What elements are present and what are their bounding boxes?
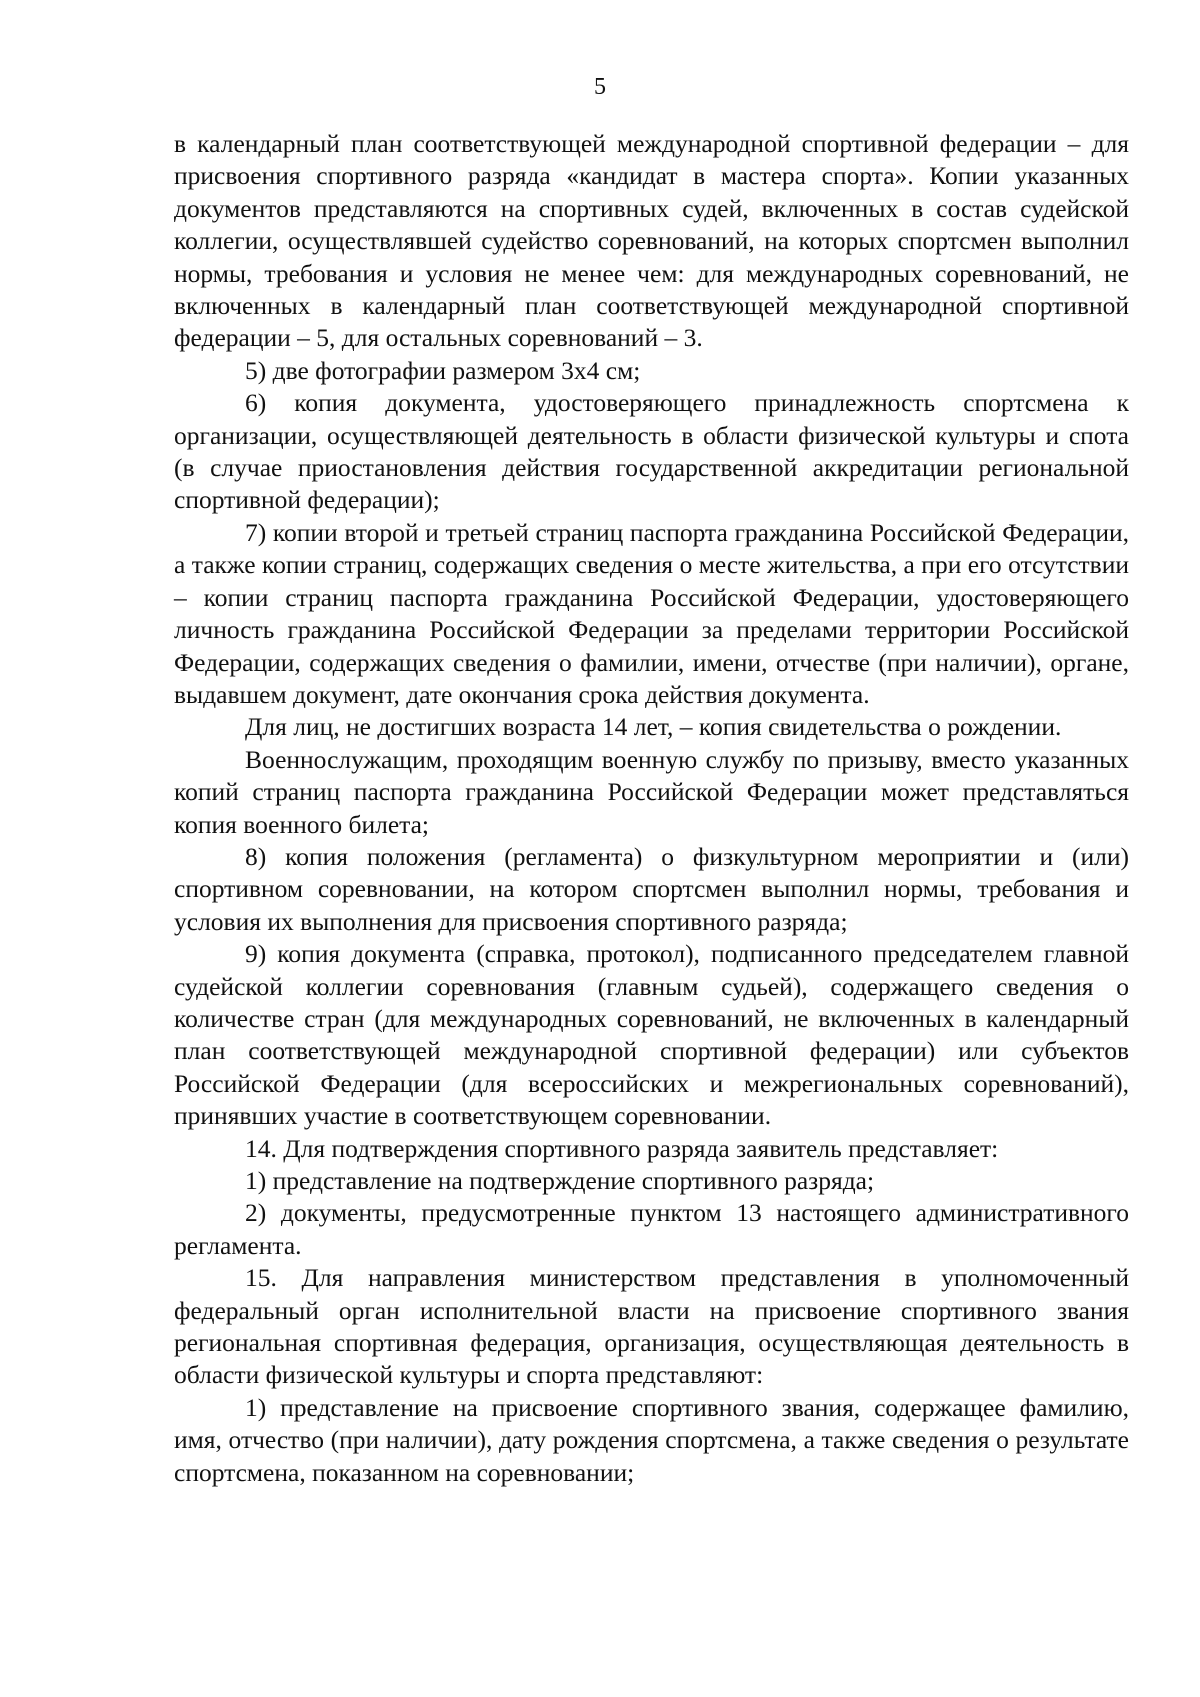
list-item-6-membership-document: 6) копия документа, удостоверяющего принадлежность спортсмена к организации, осуществляющей деятельность в области физической культуры и спота (в случае приостановления действия государственной аккредитации региональной спортивной федерации); <box>174 388 1129 515</box>
paragraph-continuation: в календарный план соответствующей международной спортивной федерации – для присвоения спортивного разряда «кандидат в мастера спорта». Копии указанных документов представляются на спортивных судей, включенных в состав судейской коллегии, осуществлявшей судейство соревнований, на которых спортсмен выполнил нормы, требования и условия не менее чем: для международных соревнований, не включенных в календарный план соответствующей международной спортивной федерации – 5, для остальных соревнований – 3. <box>174 129 1129 353</box>
section-14-heading: 14. Для подтверждения спортивного разряда заявитель представляет: <box>245 1133 999 1163</box>
section-15-heading: 15. Для направления министерством представления в уполномоченный федеральный орган исполнительной власти на присвоение спортивного звания региональная спортивная федерация, организация, осуществляющая деятельность в области физической культуры и спорта представляют: <box>174 1263 1129 1390</box>
list-item-7-passport-copies: 7) копии второй и третьей страниц паспорта гражданина Российской Федерации, а также копии страниц, содержащих сведения о месте жительства, а при его отсутствии – копии страниц паспорта гражданина Российской Федерации, удостоверяющего личность гражданина Российской Федерации за пределами территории Российской Федерации, содержащих сведения о фамилии, имени, отчестве (при наличии), органе, выдавшем документ, дате окончания срока действия документа. <box>174 517 1129 709</box>
paragraph-military-ticket: Военнослужащим, проходящим военную службу по призыву, вместо указанных копий страниц паспорта гражданина Российской Федерации может представляться копия военного билета; <box>174 744 1129 839</box>
list-item-5-photos: 5) две фотографии размером 3x4 см; <box>245 355 641 385</box>
section-14-item-1: 1) представление на подтверждение спортивного разряда; <box>245 1166 875 1195</box>
page-number: 5 <box>594 74 606 100</box>
list-item-8-regulation-copy: 8) копия положения (регламента) о физкультурном мероприятии и (или) спортивном соревновании, на котором спортсмен выполнил нормы, требования и условия их выполнения для присвоения спортивного разряда; <box>174 841 1129 936</box>
section-14-item-2: 2) документы, предусмотренные пунктом 13 настоящего административного регламента. <box>174 1198 1129 1260</box>
document-body <box>174 128 1129 1489</box>
paragraph-minors-birth-certificate: Для лиц, не достигших возраста 14 лет, – копия свидетельства о рождении. <box>245 712 1062 742</box>
list-item-9-protocol-copy: 9) копия документа (справка, протокол), подписанного председателем главной судейской коллегии соревнования (главным судьей), содержащего сведения о количестве стран (для международных соревнований, не включенных в календарный план соответствующей международной спортивной федерации) или субъектов Российской Федерации (для всероссийских и межрегиональных соревнований), принявших участие в соответствующем соревновании. <box>174 939 1129 1131</box>
section-15-item-1: 1) представление на присвоение спортивного звания, содержащее фамилию, имя, отчество (при наличии), дату рождения спортсмена, а также сведения о результате спортсмена, показанном на соревновании; <box>174 1392 1129 1487</box>
